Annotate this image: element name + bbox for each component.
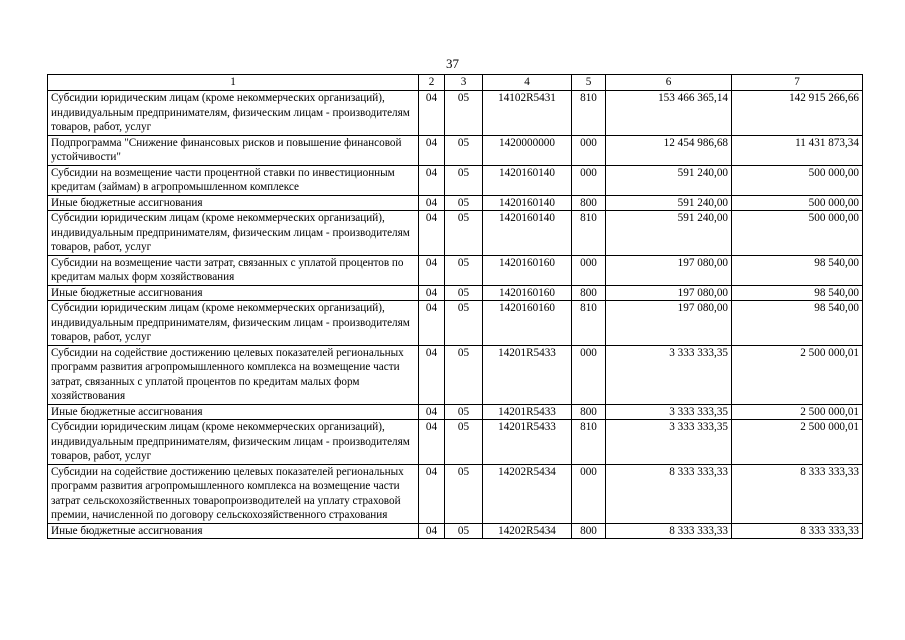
row-subsection: 05 — [445, 91, 483, 136]
row-subsection: 05 — [445, 285, 483, 301]
row-expense-type: 000 — [572, 255, 606, 285]
row-name: Субсидии на содействие достижению целевых показателей региональных программ развития агропромышленного комплекса на возмещение части затрат сельскохозяйственных товаропроизводителей на уплату страховой премии, начисленной по договору сельскохозяйственного страхования — [48, 464, 419, 523]
row-section: 04 — [419, 91, 445, 136]
row-amount-7: 8 333 333,33 — [732, 523, 863, 539]
row-subsection: 05 — [445, 523, 483, 539]
row-amount-6: 197 080,00 — [606, 255, 732, 285]
row-amount-6: 8 333 333,33 — [606, 523, 732, 539]
row-subsection: 05 — [445, 165, 483, 195]
row-name: Иные бюджетные ассигнования — [48, 523, 419, 539]
row-section: 04 — [419, 301, 445, 346]
row-name: Субсидии юридическим лицам (кроме некоммерческих организаций), индивидуальным предпринимателям, физическим лицам - производителям товаров, работ, услуг — [48, 211, 419, 256]
row-amount-6: 153 466 365,14 — [606, 91, 732, 136]
row-target-code: 1420160160 — [483, 285, 572, 301]
row-expense-type: 810 — [572, 91, 606, 136]
row-subsection: 05 — [445, 345, 483, 404]
row-expense-type: 000 — [572, 135, 606, 165]
row-name: Субсидии юридическим лицам (кроме некоммерческих организаций), индивидуальным предпринимателям, физическим лицам - производителям товаров, работ, услуг — [48, 301, 419, 346]
page-number: 37 — [446, 56, 459, 71]
row-expense-type: 800 — [572, 285, 606, 301]
row-amount-6: 12 454 986,68 — [606, 135, 732, 165]
table-body — [48, 91, 863, 539]
header-col-1: 1 — [48, 75, 419, 91]
row-target-code: 14202R5434 — [483, 523, 572, 539]
table-row — [48, 345, 863, 404]
row-name: Субсидии на возмещение части процентной ставки по инвестиционным кредитам (займам) в агропромышленном комплексе — [48, 165, 419, 195]
row-target-code: 1420160140 — [483, 211, 572, 256]
row-amount-7: 2 500 000,01 — [732, 345, 863, 404]
row-name: Субсидии на возмещение части затрат, связанных с уплатой процентов по кредитам малых форм хозяйствования — [48, 255, 419, 285]
row-subsection: 05 — [445, 404, 483, 420]
table-row — [48, 211, 863, 256]
row-section: 04 — [419, 523, 445, 539]
row-target-code: 14202R5434 — [483, 464, 572, 523]
row-amount-6: 3 333 333,35 — [606, 404, 732, 420]
row-amount-7: 500 000,00 — [732, 211, 863, 256]
row-amount-7: 142 915 266,66 — [732, 91, 863, 136]
row-subsection: 05 — [445, 255, 483, 285]
table-row — [48, 195, 863, 211]
row-amount-7: 98 540,00 — [732, 301, 863, 346]
table-row — [48, 165, 863, 195]
row-subsection: 05 — [445, 420, 483, 465]
row-target-code: 1420000000 — [483, 135, 572, 165]
row-expense-type: 000 — [572, 464, 606, 523]
header-col-6: 6 — [606, 75, 732, 91]
row-amount-6: 591 240,00 — [606, 165, 732, 195]
header-col-5: 5 — [572, 75, 606, 91]
row-amount-7: 8 333 333,33 — [732, 464, 863, 523]
row-expense-type: 810 — [572, 211, 606, 256]
row-target-code: 1420160160 — [483, 255, 572, 285]
row-name: Иные бюджетные ассигнования — [48, 404, 419, 420]
row-target-code: 14201R5433 — [483, 404, 572, 420]
row-amount-7: 98 540,00 — [732, 255, 863, 285]
row-amount-6: 3 333 333,35 — [606, 420, 732, 465]
table-row — [48, 523, 863, 539]
row-subsection: 05 — [445, 301, 483, 346]
row-amount-7: 500 000,00 — [732, 195, 863, 211]
table-header — [48, 75, 863, 91]
row-expense-type: 810 — [572, 420, 606, 465]
row-amount-6: 3 333 333,35 — [606, 345, 732, 404]
row-amount-7: 2 500 000,01 — [732, 420, 863, 465]
row-expense-type: 800 — [572, 195, 606, 211]
header-col-4: 4 — [483, 75, 572, 91]
row-section: 04 — [419, 404, 445, 420]
row-name: Субсидии юридическим лицам (кроме некоммерческих организаций), индивидуальным предпринимателям, физическим лицам - производителям товаров, работ, услуг — [48, 420, 419, 465]
row-section: 04 — [419, 195, 445, 211]
row-subsection: 05 — [445, 464, 483, 523]
table-row — [48, 301, 863, 346]
row-target-code: 1420160160 — [483, 301, 572, 346]
row-section: 04 — [419, 211, 445, 256]
header-row — [48, 75, 863, 91]
header-col-7: 7 — [732, 75, 863, 91]
table-row — [48, 404, 863, 420]
row-target-code: 1420160140 — [483, 165, 572, 195]
row-target-code: 1420160140 — [483, 195, 572, 211]
row-expense-type: 000 — [572, 345, 606, 404]
row-section: 04 — [419, 255, 445, 285]
row-name: Иные бюджетные ассигнования — [48, 195, 419, 211]
budget-table — [47, 74, 863, 539]
row-amount-7: 98 540,00 — [732, 285, 863, 301]
table-row — [48, 420, 863, 465]
row-expense-type: 000 — [572, 165, 606, 195]
row-target-code: 14102R5431 — [483, 91, 572, 136]
row-amount-6: 197 080,00 — [606, 301, 732, 346]
table-row — [48, 255, 863, 285]
row-amount-6: 8 333 333,33 — [606, 464, 732, 523]
row-amount-7: 2 500 000,01 — [732, 404, 863, 420]
row-subsection: 05 — [445, 211, 483, 256]
row-section: 04 — [419, 135, 445, 165]
table-row — [48, 91, 863, 136]
row-section: 04 — [419, 420, 445, 465]
table-row — [48, 285, 863, 301]
row-expense-type: 800 — [572, 404, 606, 420]
row-amount-7: 11 431 873,34 — [732, 135, 863, 165]
row-target-code: 14201R5433 — [483, 420, 572, 465]
row-name: Иные бюджетные ассигнования — [48, 285, 419, 301]
row-section: 04 — [419, 345, 445, 404]
row-section: 04 — [419, 165, 445, 195]
header-col-3: 3 — [445, 75, 483, 91]
row-subsection: 05 — [445, 135, 483, 165]
row-amount-6: 197 080,00 — [606, 285, 732, 301]
row-expense-type: 800 — [572, 523, 606, 539]
row-amount-6: 591 240,00 — [606, 195, 732, 211]
row-name: Подпрограмма "Снижение финансовых рисков и повышение финансовой устойчивости" — [48, 135, 419, 165]
table-row — [48, 135, 863, 165]
row-amount-6: 591 240,00 — [606, 211, 732, 256]
row-section: 04 — [419, 464, 445, 523]
row-expense-type: 810 — [572, 301, 606, 346]
row-name: Субсидии на содействие достижению целевых показателей региональных программ развития агропромышленного комплекса на возмещение части затрат, связанных с уплатой процентов по кредитам малых форм хозяйствования — [48, 345, 419, 404]
row-subsection: 05 — [445, 195, 483, 211]
row-amount-7: 500 000,00 — [732, 165, 863, 195]
header-col-2: 2 — [419, 75, 445, 91]
row-name: Субсидии юридическим лицам (кроме некоммерческих организаций), индивидуальным предпринимателям, физическим лицам - производителям товаров, работ, услуг — [48, 91, 419, 136]
table-row — [48, 464, 863, 523]
row-section: 04 — [419, 285, 445, 301]
row-target-code: 14201R5433 — [483, 345, 572, 404]
